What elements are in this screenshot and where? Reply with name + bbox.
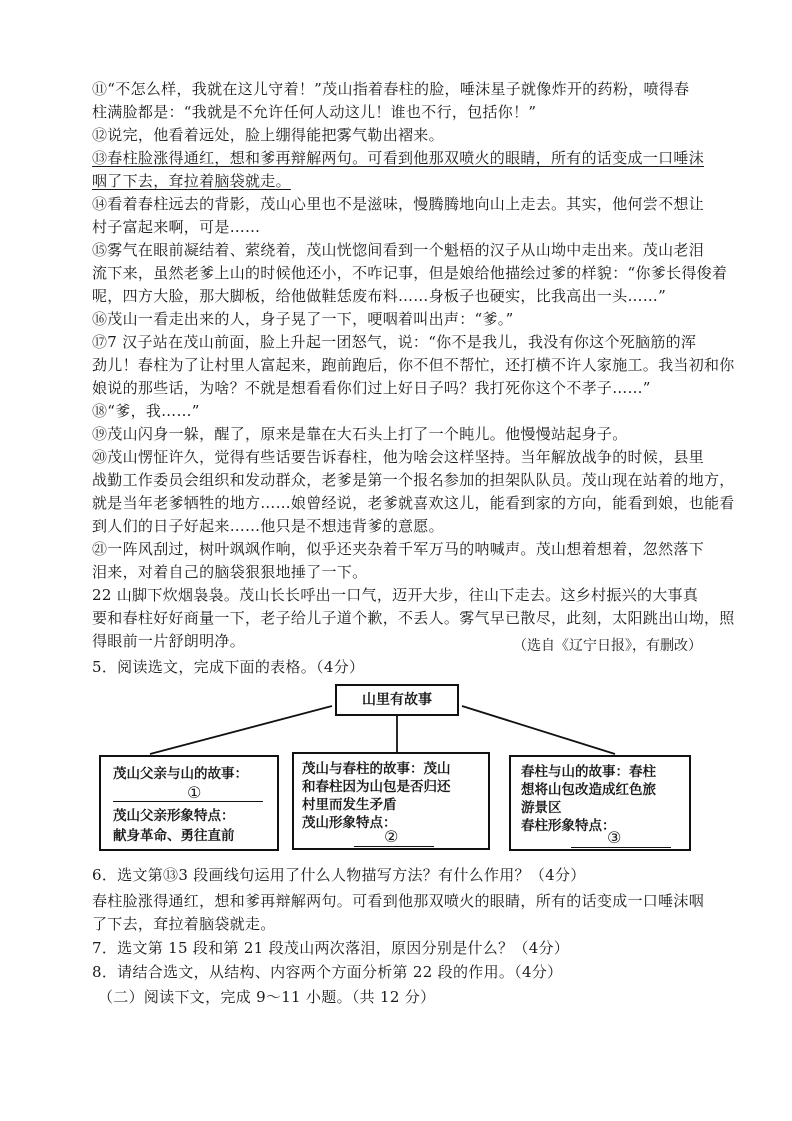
paragraph-14-line-1: ⑭看着春柱远去的背影，茂山心里也不是滋味，慢腾腾地向山上走去。其实，他何尝不想让 bbox=[92, 195, 705, 213]
paragraph-12-line-1: ⑫说完，他看着远处，脸上绷得能把雾气勒出褶来。 bbox=[92, 126, 444, 144]
paragraph-21-line-1: ㉑一阵风刮过，树叶飒飒作响，似乎还夹杂着千军万马的呐喊声。茂山想着想着，忽然落下 bbox=[92, 540, 705, 558]
question-8: 8．请结合选文，从结构、内容两个方面分析第 22 段的作用。（4分） bbox=[92, 963, 563, 981]
question-7: 7．选文第 15 段和第 21 段茂山两次落泪，原因分别是什么？（4分） bbox=[92, 939, 570, 957]
blank-2-line bbox=[354, 846, 434, 847]
question-6-quote-line-2: 了下去，耷拉着脑袋就走。 bbox=[92, 915, 276, 933]
blank-3-line bbox=[571, 847, 671, 848]
source-citation: （选自《辽宁日报》，有删改） bbox=[513, 638, 702, 654]
right-box-line-2: 想将山包改造成红色旅 bbox=[521, 782, 656, 798]
paragraph-22-line-1: 22 山脚下炊烟袅袅。茂山长长呼出一口气，迈开大步，往山下走去。这乡村振兴的大事真 bbox=[92, 586, 699, 604]
diagram-middle-box bbox=[292, 752, 490, 850]
paragraph-17-line-2: 劲儿！春柱为了让村里人富起来，跑前跑后，你不但不帮忙，还打横不许人家施工。我当初和你 bbox=[92, 356, 735, 374]
right-box-line-3: 游景区 bbox=[521, 800, 562, 816]
paragraph-15-line-2: 流下来，虽然老爹上山的时候他还小，不咋记事，但是娘给他描绘过爹的样貌：“你爹长得俊着 bbox=[92, 264, 728, 282]
right-box-line-4: 春柱形象特点： bbox=[521, 818, 616, 834]
left-box-line-3: 献身革命、勇往直前 bbox=[113, 828, 235, 844]
blank-3-label: ③ bbox=[607, 828, 622, 847]
diagram-top-label: 山里有故事 bbox=[362, 692, 432, 708]
middle-box-line-1: 茂山与春柱的故事：茂山 bbox=[302, 761, 451, 777]
paragraph-20-line-3: 就是当年老爹牺牲的地方……娘曾经说，老爹就喜欢这儿，能看到家的方向，能看到娘，也能看 bbox=[92, 494, 735, 512]
paragraph-19-line-1: ⑲茂山闪身一躲，醒了，原来是靠在大石头上打了一个盹儿。他慢慢站起身子。 bbox=[92, 425, 628, 443]
blank-1-label: ① bbox=[187, 783, 202, 802]
diagram-left-box bbox=[99, 755, 279, 851]
section-2-heading: （二）阅读下文，完成 9～11 小题。（共 12 分） bbox=[98, 988, 436, 1006]
left-box-line-2: 茂山父亲形象特点： bbox=[113, 808, 235, 824]
paragraph-20-line-4: 到人们的日子好起来……他只是不想违背爹的意愿。 bbox=[92, 517, 444, 535]
question-5: 5．阅读选文，完成下面的表格。（4分） bbox=[92, 658, 365, 676]
paragraph-11-line-2: 柱满脸都是：“我就是不允许任何人动这儿！谁也不行，包括你！” bbox=[92, 103, 537, 121]
left-box-line-1: 茂山父亲与山的故事： bbox=[113, 766, 248, 782]
middle-box-line-2: 和春柱因为山包是否归还 bbox=[302, 779, 451, 795]
paragraph-18-line-1: ⑱“爹，我……” bbox=[92, 402, 200, 420]
paragraph-16-line-1: ⑯茂山一看走出来的人，身子晃了一下，哽咽着叫出声：“爹。” bbox=[92, 310, 514, 328]
paragraph-13-line-2: 咽了下去，耷拉着脑袋就走。 bbox=[92, 172, 291, 190]
diagram-top-box bbox=[335, 684, 459, 716]
diagram-right-box bbox=[509, 755, 691, 851]
blank-2-label: ② bbox=[384, 827, 399, 846]
middle-box-line-3: 村里而发生矛盾 bbox=[302, 797, 397, 813]
paragraph-22-line-2: 要和春柱好好商量一下，老子给儿子道个歉，不丢人。雾气早已散尽，此刻，太阳跳出山坳，照 bbox=[92, 609, 735, 627]
paragraph-15-line-3: 呢，四方大脸，那大脚板，给他做鞋恁废布料……身板子也硬实，比我高出一头……” bbox=[92, 287, 667, 305]
middle-box-line-4: 茂山形象特点： bbox=[302, 815, 397, 831]
question-6-quote-line-1: 春柱脸涨得通红，想和爹再辩解两句。可看到他那双喷火的眼睛，所有的话变成一口唾沫咽 bbox=[92, 892, 705, 910]
paragraph-20-line-2: 战勤工作委员会组织和发动群众，老爹是第一个报名参加的担架队队员。茂山现在站着的地方， bbox=[92, 471, 735, 489]
story-diagram bbox=[95, 680, 700, 860]
paragraph-17-line-3: 娘说的那些话，为啥？不就是想看看你们过上好日子吗？我打死你这个不孝子……” bbox=[92, 379, 651, 397]
right-box-line-1: 春柱与山的故事：春柱 bbox=[521, 764, 656, 780]
paragraph-15-line-1: ⑮雾气在眼前凝结着、萦绕着，茂山恍惚间看到一个魁梧的汉子从山坳中走出来。茂山老泪 bbox=[92, 241, 705, 259]
blank-1-line bbox=[113, 801, 263, 802]
paragraph-11-line-1: ⑪“不怎么样，我就在这儿守着！”茂山指着春柱的脸，唾沫星子就像炸开的药粉，喷得春 bbox=[92, 80, 690, 98]
paragraph-21-line-2: 泪来，对着自己的脑袋狠狠地捶了一下。 bbox=[92, 563, 368, 581]
question-6: 6．选文第⑬3 段画线句运用了什么人物描写方法？有什么作用？（4分） bbox=[92, 866, 586, 884]
paragraph-13-line-1: ⑬春柱脸涨得通红，想和爹再辩解两句。可看到他那双喷火的眼睛，所有的话变成一口唾沫 bbox=[92, 149, 705, 167]
paragraph-17-line-1: ⑰7 汉子站在茂山前面，脸上升起一团怒气，说：“你不是我儿，我没有你这个死脑筋的浑 bbox=[92, 333, 697, 351]
paragraph-20-line-1: ⑳茂山愣怔许久，觉得有些话要告诉春柱，他为啥会这样坚持。当年解放战争的时候，县里 bbox=[92, 448, 705, 466]
paragraph-14-line-2: 村子富起来啊，可是…… bbox=[92, 218, 261, 236]
paragraph-22-line-3: 得眼前一片舒朗明净。 bbox=[92, 632, 246, 650]
